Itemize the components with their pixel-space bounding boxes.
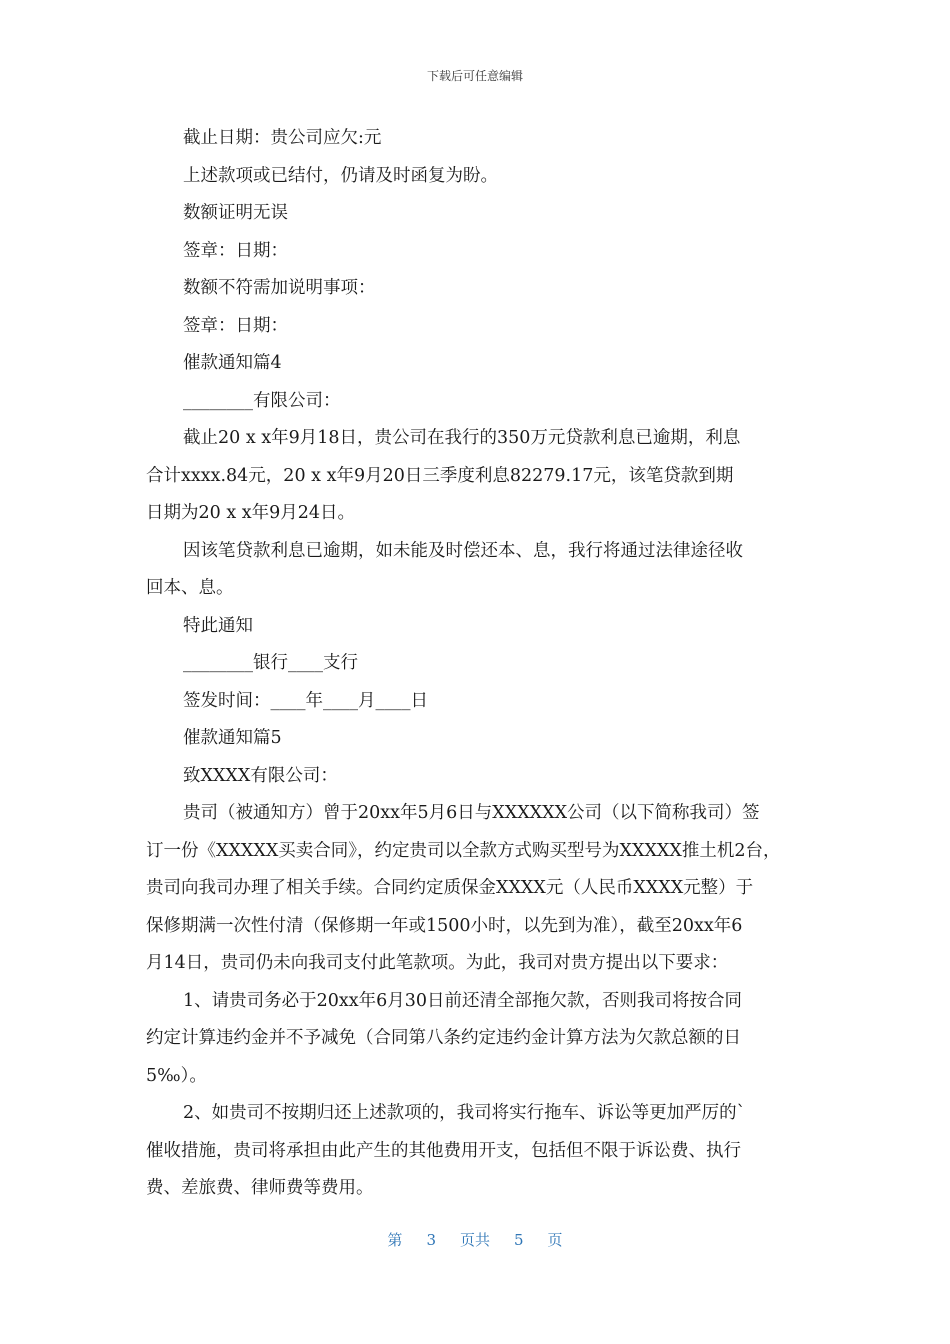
total-pages: 5 [514, 1231, 524, 1249]
text-line: 数额不符需加说明事项： [183, 278, 376, 298]
text-line: 回本、息。 [146, 578, 234, 598]
text-line: 截止日期：贵公司应欠:元 [183, 128, 382, 148]
addressee-line: ________有限公司： [183, 390, 341, 411]
text-line: 订一份《XXXXX买卖合同》，约定贵司以全款方式购买型号为XXXXX推土机2台， [146, 840, 781, 861]
text-line: 催收措施，贵司将承担由此产生的其他费用开支，包括但不限于诉讼费、执行 [146, 1140, 741, 1161]
page-header: 下载后可任意编辑 [426, 69, 523, 83]
document-body [146, 120, 816, 1208]
text-line: 月14日，贵司仍未向我司支付此笔款项。为此，我司对贵方提出以下要求： [146, 953, 729, 973]
text-line: 上述款项或已结付，仍请及时函复为盼。 [183, 165, 498, 186]
page-label-middle: 页共 [459, 1231, 490, 1249]
page-number: 3 [426, 1231, 436, 1249]
text-line: 费、差旅费、律师费等费用。 [146, 1178, 374, 1198]
text-line: 截止20 x x年9月18日，贵公司在我行的350万元贷款利息已逾期，利息 [183, 428, 741, 448]
page-label-suffix: 页 [547, 1231, 563, 1249]
section-heading: 催款通知篇5 [183, 728, 282, 748]
text-line: 2、如贵司不按期归还上述款项的，我司将实行拖车、诉讼等更加严厉的` [183, 1103, 746, 1123]
date-line: 签发时间：____年____月____日 [183, 690, 428, 711]
text-line: 签章：日期： [183, 315, 288, 336]
text-line: 1、请贵司务必于20xx年6月30日前还清全部拖欠款，否则我司将按合同 [183, 990, 743, 1011]
text-line: 因该笔贷款利息已逾期，如未能及时偿还本、息，我行将通过法律途径收 [183, 540, 743, 561]
text-line: 贵司向我司办理了相关手续。合同约定质保金XXXX元（人民币XXXX元整）于 [146, 878, 754, 898]
text-line: 贵司（被通知方）曾于20xx年5月6日与XXXXXX公司（以下简称我司）签 [183, 803, 760, 823]
text-line: 数额证明无误 [183, 203, 288, 223]
page-footer [0, 1229, 950, 1250]
text-line: 5‰）。 [146, 1065, 207, 1086]
text-line: 约定计算违约金并不予减免（合同第八条约定违约金计算方法为欠款总额的日 [146, 1028, 741, 1048]
text-line: 签章：日期： [183, 240, 288, 261]
signature-line: ________银行____支行 [183, 653, 358, 673]
text-line: 合计xxxx.84元，20 x x年9月20日三季度利息82279.17元，该笔贷款到期 [146, 465, 734, 486]
text-line: 日期为20 x x年9月24日。 [146, 503, 356, 523]
page-label-prefix: 第 [387, 1231, 403, 1249]
text-line: 特此通知 [183, 615, 253, 636]
section-heading: 催款通知篇4 [183, 353, 282, 373]
text-line: 保修期满一次性付清（保修期一年或1500小时，以先到为准），截至20xx年6 [146, 915, 743, 936]
addressee-line: 致XXXX有限公司： [183, 765, 338, 786]
